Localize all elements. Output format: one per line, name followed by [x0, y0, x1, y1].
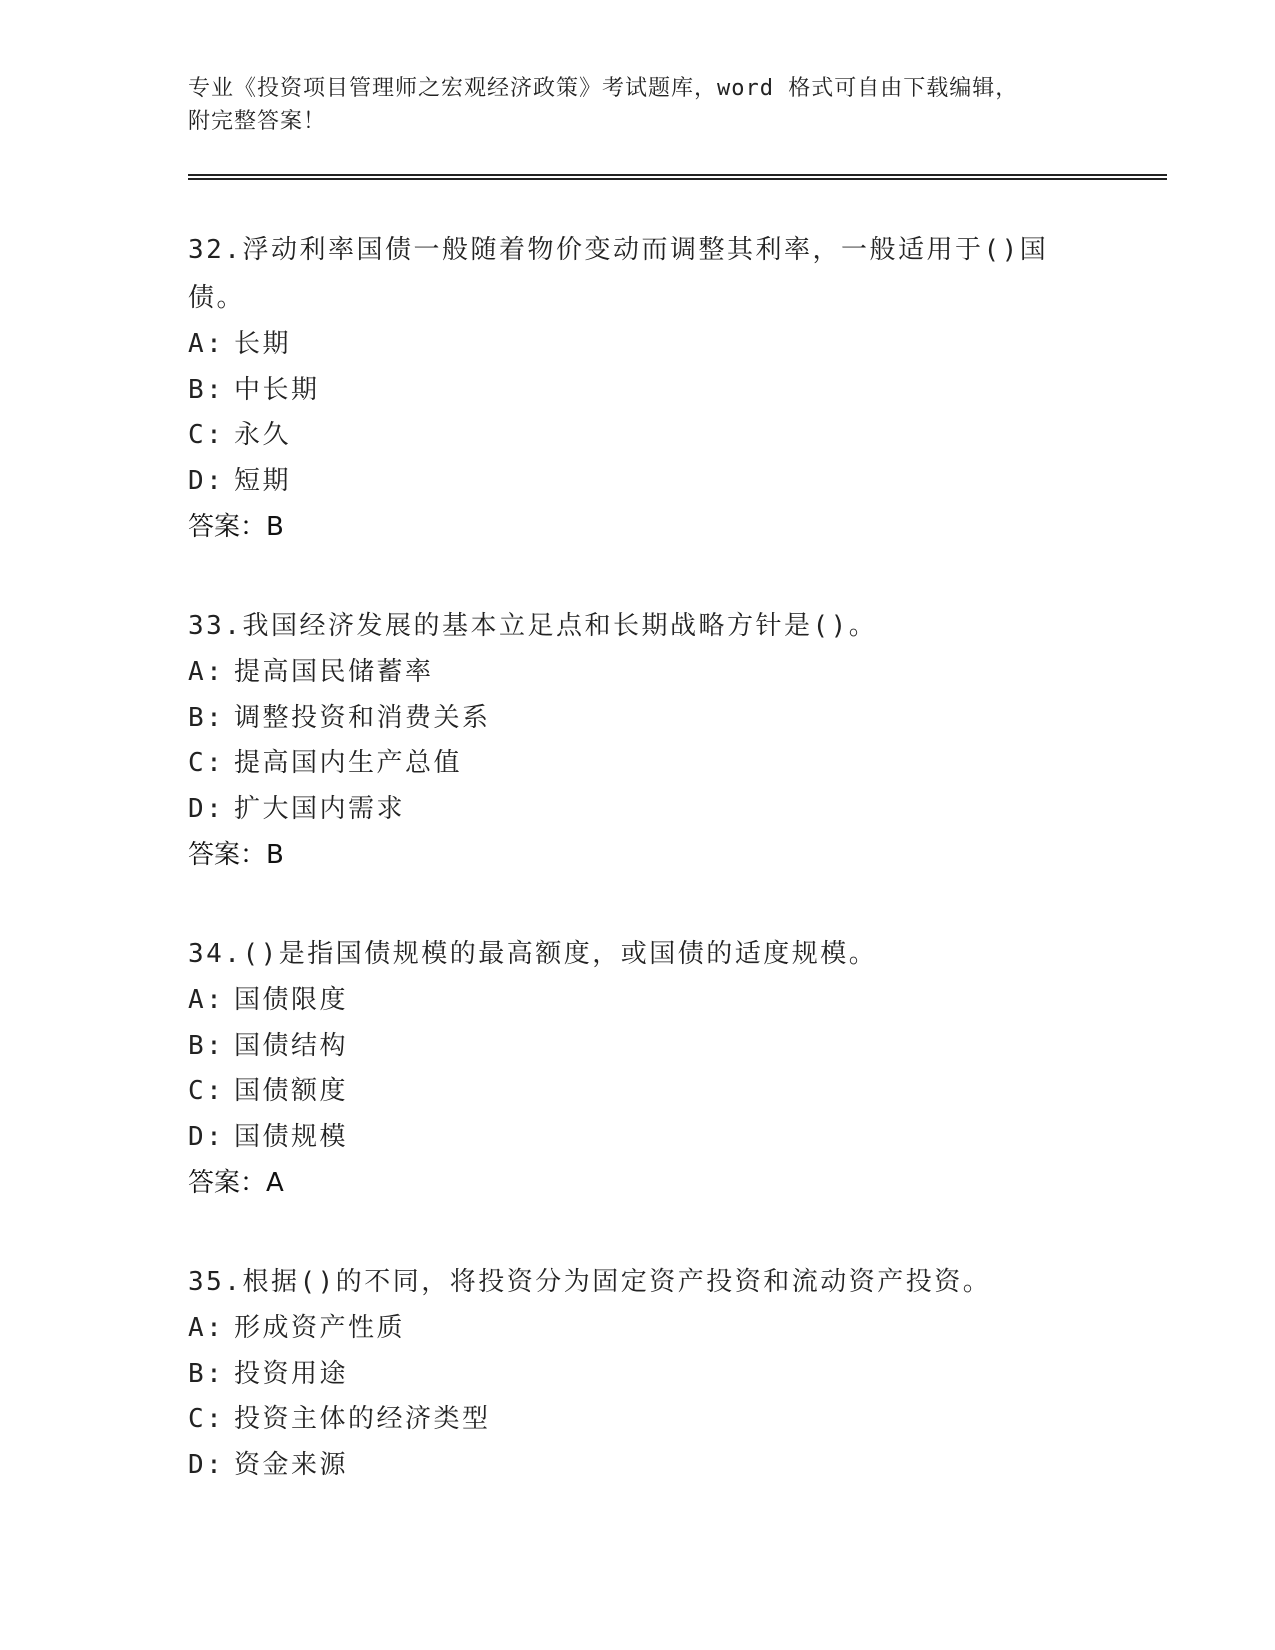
- option-text: 扩大国内需求: [234, 793, 406, 824]
- option-text: 投资用途: [234, 1358, 349, 1389]
- option-d: [188, 787, 1168, 833]
- option-a: [188, 1306, 1168, 1352]
- option-text: 国债额度: [234, 1076, 349, 1106]
- option-key: B:: [188, 702, 225, 733]
- option-text: 国债限度: [234, 985, 349, 1015]
- document-page: [188, 72, 1168, 1488]
- option-text: 提高国民储蓄率: [234, 657, 434, 687]
- question-34: [188, 930, 1168, 1206]
- option-key: B:: [188, 374, 225, 405]
- option-key: C:: [188, 420, 225, 450]
- question-text: 35.根据()的不同，将投资分为固定资产投资和流动资产投资。: [188, 1267, 992, 1297]
- option-text: 短期: [234, 465, 292, 496]
- spacer: [188, 878, 1168, 930]
- option-c: [188, 741, 1168, 787]
- option-c: [188, 1069, 1168, 1115]
- option-b: [188, 1024, 1168, 1070]
- option-d: [188, 1115, 1168, 1161]
- option-key: A:: [188, 657, 225, 687]
- option-key: D:: [188, 465, 225, 496]
- question-33: [188, 602, 1168, 878]
- option-text: 中长期: [234, 374, 320, 405]
- spacer: [188, 550, 1168, 602]
- answer: 答案：B: [188, 512, 284, 542]
- option-a: [188, 322, 1168, 368]
- option-text: 形成资产性质: [234, 1313, 406, 1343]
- option-text: 国债规模: [234, 1121, 349, 1152]
- intro-line-1: 专业《投资项目管理师之宏观经济政策》考试题库，word 格式可自由下载编辑，: [188, 76, 1019, 101]
- option-text: 国债结构: [234, 1030, 349, 1061]
- question-32: [188, 226, 1168, 550]
- answer: 答案：B: [188, 840, 284, 870]
- option-key: C:: [188, 748, 225, 778]
- double-divider: [188, 174, 1167, 180]
- question-text: 34.()是指国债规模的最高额度，或国债的适度规模。: [188, 939, 878, 969]
- question-text: 32.浮动利率国债一般随着物价变动而调整其利率，一般适用于()国债。: [188, 235, 1049, 313]
- option-d: [188, 1443, 1168, 1489]
- option-c: [188, 1397, 1168, 1443]
- option-text: 长期: [234, 329, 292, 359]
- option-b: [188, 696, 1168, 742]
- option-key: A:: [188, 985, 225, 1015]
- option-key: D:: [188, 1449, 225, 1480]
- question-35: [188, 1258, 1168, 1488]
- option-text: 提高国内生产总值: [234, 748, 463, 778]
- option-a: [188, 978, 1168, 1024]
- option-b: [188, 368, 1168, 414]
- spacer: [188, 1206, 1168, 1258]
- option-text: 永久: [234, 420, 292, 450]
- option-c: [188, 413, 1168, 459]
- option-key: C:: [188, 1404, 225, 1434]
- question-text: 33.我国经济发展的基本立足点和长期战略方针是()。: [188, 611, 878, 641]
- option-key: D:: [188, 793, 225, 824]
- option-key: C:: [188, 1076, 225, 1106]
- option-text: 资金来源: [234, 1449, 349, 1480]
- option-text: 调整投资和消费关系: [234, 702, 491, 733]
- option-d: [188, 459, 1168, 505]
- option-a: [188, 650, 1168, 696]
- option-key: B:: [188, 1030, 225, 1061]
- option-key: D:: [188, 1121, 225, 1152]
- option-key: B:: [188, 1358, 225, 1389]
- answer: 答案：A: [188, 1168, 284, 1198]
- option-b: [188, 1352, 1168, 1398]
- option-key: A:: [188, 329, 225, 359]
- option-key: A:: [188, 1313, 225, 1343]
- option-text: 投资主体的经济类型: [234, 1404, 491, 1434]
- intro-line-2: 附完整答案！: [188, 109, 327, 134]
